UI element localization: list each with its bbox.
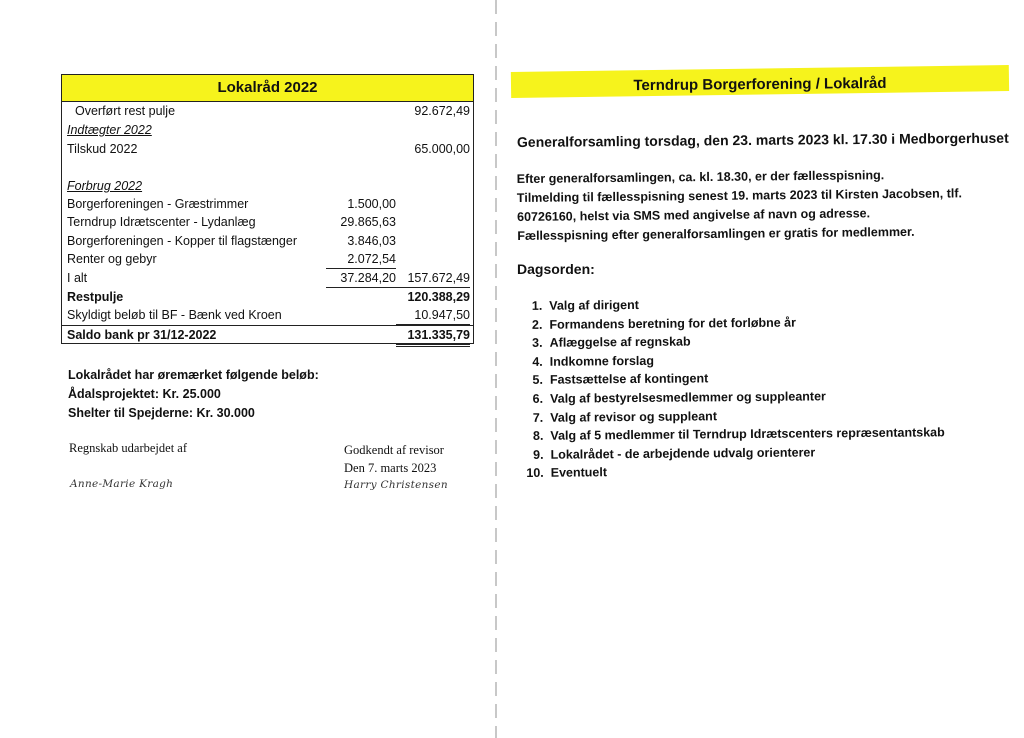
list-item <box>519 423 944 445</box>
notice-title: Terndrup Borgerforening / Lokalråd <box>633 74 887 95</box>
earmarked-item: Shelter til Spejderne: Kr. 30.000 <box>68 406 255 420</box>
item-text: Valg af dirigent <box>549 297 639 313</box>
table-row <box>62 306 473 324</box>
item-number: 6. <box>532 391 544 406</box>
item-number: 5. <box>532 373 543 388</box>
row-total: 65.000,00 <box>414 142 470 156</box>
item-text: Valg af 5 medlemmer til Terndrup Idrætscenters repræsentantskab <box>550 425 945 443</box>
table-row <box>62 177 473 195</box>
accounts-table <box>61 74 474 344</box>
item-number: 4. <box>532 354 543 369</box>
row-label: Overført rest pulje <box>75 104 176 118</box>
row-subtotal: 2.072,54 <box>326 250 396 269</box>
agenda-title: Dagsorden: <box>517 261 595 277</box>
row-subtotal: 3.846,03 <box>347 234 396 248</box>
table-row <box>62 269 473 287</box>
row-subtotal: 29.865,63 <box>340 215 396 229</box>
section-heading-income: Indtægter 2022 <box>67 123 152 137</box>
prepared-by-signature: Anne-Marie Kragh <box>70 478 174 490</box>
row-total: 120.388,29 <box>407 290 470 304</box>
meeting-line: Generalforsamling torsdag, den 23. marts 2023 kl. 17.30 i Medborgerhuset <box>516 129 1009 150</box>
item-text: Lokalrådet - de arbejdende udvalg orienterer <box>550 445 816 462</box>
section-heading-expenses: Forbrug 2022 <box>67 179 143 193</box>
table-row <box>62 250 473 268</box>
row-subtotal: 37.284,20 <box>326 269 396 288</box>
table-row <box>62 288 473 306</box>
row-total: 92.672,49 <box>414 104 470 118</box>
paragraph-line: Tilmelding til fællesspisning senest 19. marts 2023 til Kirsten Jacobsen, tlf. <box>516 186 963 206</box>
table-row <box>62 195 473 213</box>
table-row <box>62 102 473 120</box>
prepared-by-label: Regnskab udarbejdet af <box>69 441 188 455</box>
row-label: I alt <box>67 271 88 285</box>
item-text: Fastsættelse af kontingent <box>549 371 709 388</box>
row-label: Borgerforeningen - Græstrimmer <box>67 197 249 211</box>
item-text: Aflæggelse af regnskab <box>549 334 691 350</box>
table-row <box>62 232 473 250</box>
item-number: 7. <box>532 410 544 425</box>
row-label: Tilskud 2022 <box>67 142 138 156</box>
item-number: 3. <box>532 335 543 351</box>
approved-date: Den 7. marts 2023 <box>344 461 437 475</box>
row-label: Terndrup Idrætscenter - Lydanlæg <box>67 215 256 229</box>
row-subtotal: 1.500,00 <box>347 197 396 211</box>
paragraph-line: 60726160, helst via SMS med angivelse af navn og adresse. <box>517 206 871 224</box>
row-total: 131.335,79 <box>396 326 470 347</box>
item-number: 10. <box>526 466 544 481</box>
row-total: 10.947,50 <box>396 306 470 325</box>
table-row <box>62 140 473 158</box>
row-total: 157.672,49 <box>396 269 470 288</box>
item-text: Valg af bestyrelsesmedlemmer og suppleanter <box>550 389 826 406</box>
row-label: Renter og gebyr <box>67 252 157 266</box>
table-row <box>62 213 473 231</box>
row-label: Skyldigt beløb til BF - Bænk ved Kroen <box>67 308 282 322</box>
row-label: Borgerforeningen - Kopper til flagstænger <box>67 234 297 248</box>
paragraph-line: Efter generalforsamlingen, ca. kl. 18.30, er der fællesspisning. <box>516 168 885 187</box>
item-text: Eventuelt <box>550 465 608 481</box>
approved-by-label: Godkendt af revisor <box>344 443 444 457</box>
row-label: Restpulje <box>67 290 124 304</box>
earmarked-funds <box>68 366 319 423</box>
item-number: 9. <box>533 447 544 462</box>
item-text: Valg af revisor og suppleant <box>550 408 718 425</box>
earmarked-heading: Lokalrådet har øremærket følgende beløb: <box>68 368 319 382</box>
item-number: 2. <box>531 317 543 332</box>
row-label: Saldo bank pr 31/12-2022 <box>67 328 217 342</box>
item-number: 1. <box>531 298 543 313</box>
table-row <box>62 325 473 344</box>
agenda-list <box>518 293 945 483</box>
list-item <box>520 461 945 483</box>
item-text: Indkomne forslag <box>549 353 654 369</box>
item-text: Formandens beretning for det forløbne år <box>549 315 797 332</box>
table-row <box>62 121 473 139</box>
approved-by-signature: Harry Christensen <box>344 479 448 491</box>
item-number: 8. <box>532 428 544 444</box>
page-fold <box>495 0 497 738</box>
earmarked-item: Ådalsprojektet: Kr. 25.000 <box>68 387 221 401</box>
paragraph-line: Fællesspisning efter generalforsamlingen er gratis for medlemmer. <box>517 224 915 243</box>
accounts-title: Lokalråd 2022 <box>62 75 473 102</box>
dinner-paragraph <box>517 165 963 246</box>
